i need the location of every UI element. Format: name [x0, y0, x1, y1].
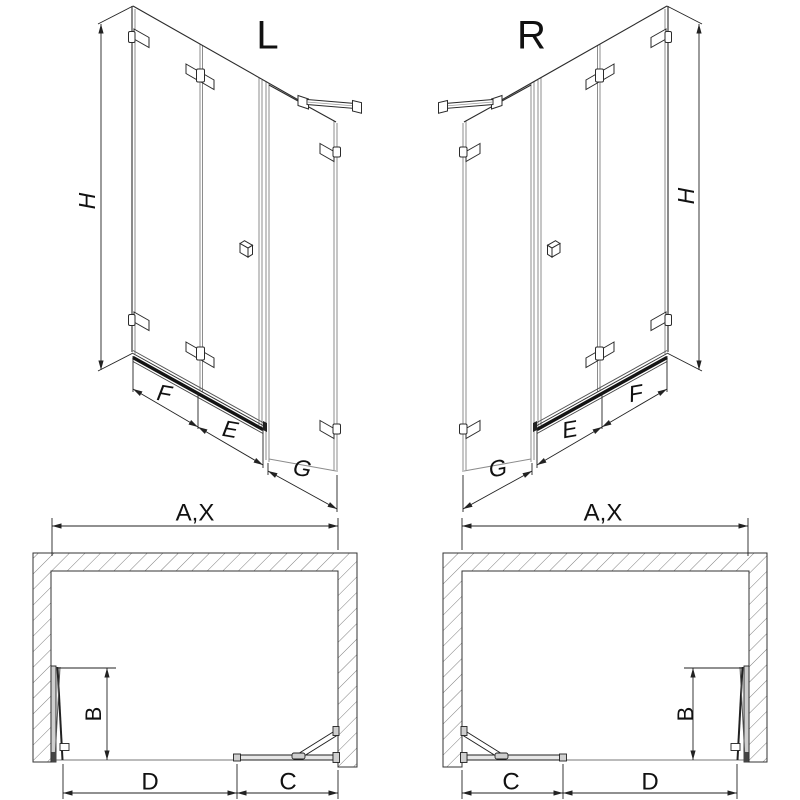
panel-g-label: G: [486, 453, 509, 483]
doors-width-label: D: [141, 768, 159, 796]
side-panel-width-label: C: [502, 768, 520, 796]
variant-label-left: L: [256, 13, 280, 58]
height-dim-label: H: [673, 187, 700, 205]
panel-f-label: F: [626, 379, 645, 408]
fold-depth-label: B: [80, 706, 106, 722]
overall-width-label: A,X: [175, 499, 215, 527]
panel-e-label: E: [220, 414, 241, 444]
side-panel-width-label: C: [279, 768, 297, 796]
variant-label-right: R: [517, 13, 547, 58]
wall-hatch-left-plan: [33, 553, 357, 767]
doors-width-label: D: [641, 768, 659, 796]
panel-g-label: G: [291, 453, 314, 483]
fold-depth-label: B: [672, 706, 698, 722]
panel-e-label: E: [559, 414, 580, 444]
height-dim-label: H: [74, 192, 101, 210]
panel-f-label: F: [155, 379, 174, 408]
overall-width-label: A,X: [583, 499, 623, 527]
wall-hatch-right-plan: [443, 553, 767, 767]
